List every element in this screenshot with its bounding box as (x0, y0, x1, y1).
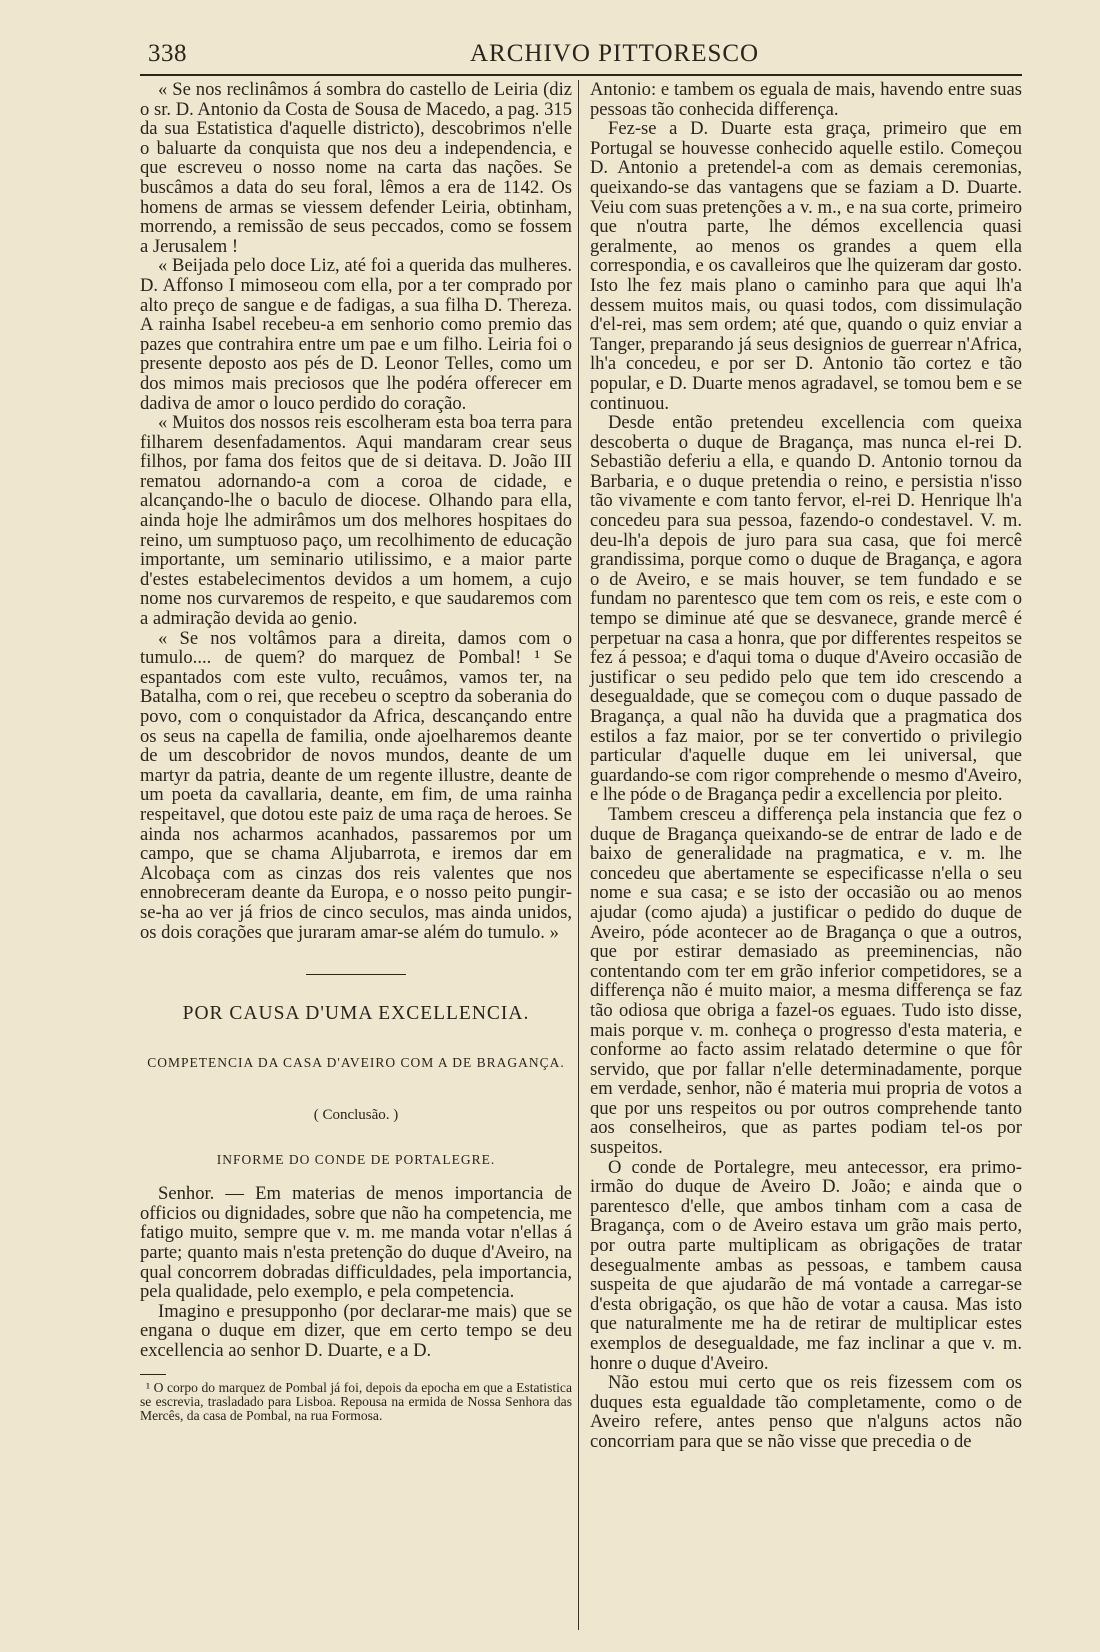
footnote: ¹ O corpo do marquez de Pombal já foi, depois da epocha em que a Estatistica se escrevia, trasladado para Lisboa. Repousa na ermida de Nossa Senhora das Mercês, da casa de Pombal, na rua Formosa. (140, 1380, 572, 1424)
body-paragraph: Senhor. — Em materias de menos importancia de officios ou dignidades, sobre que não ha competencia, me fatigo muito, sempre que v. m. me manda votar n'ellas á parte; quanto mais n'esta pretenção do duque d'Aveiro, na qual concorrem dobradas difficuldades, pela importancia, pela qualidade, pelo exemplo, e pela competencia. (140, 1183, 572, 1303)
body-paragraph: « Beijada pelo doce Liz, até foi a querida das mulheres. D. Affonso I mimoseou com ella, por a ter comprado por alto preço de sangue e de fadigas, a sua filha D. Thereza. A rainha Isabel recebeu-a em senhorio como premio das pazes que contrahira entre um pae e um filho. Leiria foi o presente deposto aos pés de D. Leonor Telles, como um dos mimos mais preciosos que lhe podéra offerecer em dadiva de amor o louco perdido do coração. (140, 255, 572, 414)
section-heading: INFORME DO CONDE DE PORTALEGRE. (216, 1152, 496, 1168)
page-number: 338 (148, 40, 187, 67)
article-subtitle: COMPETENCIA DA CASA D'AVEIRO COM A DE BRAGANÇA. (147, 1055, 565, 1071)
right-column (590, 80, 1022, 1452)
body-paragraph: « Se nos reclinâmos á sombra do castello de Leiria (diz o sr. D. Antonio da Costa de Sousa de Macedo, a pag. 315 da sua Estatistica d'aquelle districto), descobrimos n'elle o baluarte da conquista que nos deu a independencia, e que escreveu o nosso nome na carta das nações. Se buscâmos a data do seu foral, lêmos a era de 1142. Os homens de armas se viessem defender Leiria, obtinham, morrendo, a remissão de seus peccados, como se fossem a Jerusalem ! (140, 79, 572, 257)
running-head: ARCHIVO PITTORESCO (470, 40, 760, 67)
header-rule (140, 74, 1022, 76)
body-paragraph: « Muitos dos nossos reis escolheram esta boa terra para filharem desenfadamentos. Aqui mandaram crear seus filhos, por fama dos feitos que de si deitava. D. João III rematou adornando-a com a coroa de cidade, e alcançando-lhe o baculo de diocese. Olhando para ella, ainda hoje lhe admirâmos um dos melhores hospitaes do reino, um sumptuoso paço, um recolhimento de educação importante, um seminario utilissimo, e a maior parte d'estes estabelecimentos devidos a um homem, a cujo nome nos curvaremos de respeito, e que saudaremos com a admiração devida ao genio. (140, 412, 572, 630)
body-paragraph: Imagino e presupponho (por declarar-me mais) que se engana o duque em dizer, que em certo tempo se deu excellencia ao senhor D. Duarte, e a D. (140, 1300, 572, 1361)
article-title: POR CAUSA D'UMA EXCELLENCIA. (182, 1003, 530, 1025)
article-note: ( Conclusão. ) (313, 1107, 399, 1124)
body-paragraph: Não estou mui certo que os reis fizessem com os duques esta egualdade tão completamente, como o de Aveiro refere, antes penso que n'alguns actos não concorriam para que se não visse que precedia o de (590, 1372, 1022, 1452)
body-paragraph: Antonio: e tambem os eguala de mais, havendo entre suas pessoas tão conhecida differença. (590, 79, 1022, 120)
section-divider (306, 974, 406, 975)
body-paragraph: Fez-se a D. Duarte esta graça, primeiro que em Portugal se houvesse conhecido aquelle estilo. Começou D. Antonio a pretendel-a com as demais ceremonias, queixando-se das vantagens que se faziam a D. Duarte. Veiu com suas pretenções a v. m., e na sua corte, primeiro que n'outra parte, lhe démos excellencia quasi geralmente, ao menos os grandes a quem ella correspondia, e os cavalleiros que lhe quizeram dar gosto. Isto lhe fez mais plano o caminho para que aqui lh'a dessem muitos mais, ou quasi todos, com dissimulação d'el-rei, mas sem ordem; até que, quando o quiz enviar a Tanger, preparando já seus designios de guerrear n'Africa, lh'a concedeu, e por ser D. Antonio tão cortez e tão popular, e D. Duarte menos agradavel, se tomou bem e se continuou. (590, 118, 1022, 414)
footnote-rule (140, 1374, 166, 1375)
left-column (140, 80, 572, 1423)
body-paragraph: Desde então pretendeu excellencia com queixa descoberta o duque de Bragança, mas nunca el-rei D. Sebastião deferiu a ella, e quando D. Antonio tornou da Barbaria, e o duque pretendia o reino, e persistia n'isso tão vivamente e com tanto fervor, el-rei D. Henrique lh'a concedeu para sua pessoa, fazendo-o condestavel. V. m. deu-lh'a depois de juro para sua casa, que foi mercê grandissima, porque como o duque de Bragança, e agora o de Aveiro, e se mais houver, se tem fundado e se fundam no parentesco que tem com os reis, e este com o tempo se diminue até que se desvanece, grande mercê é perpetuar na casa a honra, que por differentes respeitos se fez á pessoa; e d'aqui toma o duque d'Aveiro occasião de justificar o seu pedido pelo que tem ido crescendo a desegualdade, que se começou com o duque passado de Bragança, a qual não ha duvida que a pragmatica dos estilos a faz maior, por se ter convertido o privilegio particular d'aquelle duque em lei universal, que guardando-se com rigor comprehende o mesmo d'Aveiro, e lhe póde o de Bragança pedir a excellencia por pleito. (590, 412, 1022, 806)
column-divider (578, 80, 579, 1630)
body-paragraph: « Se nos voltâmos para a direita, damos com o tumulo.... de quem? do marquez de Pombal! ¹ Se espantados com este vulto, recuâmos, vamos ter, na Batalha, com o rei, que recebeu o sceptro da soberania do povo, com o conquistador da Africa, descançando entre os seus na capella de familia, onde ajoelharemos deante de um descobridor de novos mundos, deante de um martyr da patria, deante de um regente illustre, deante de um poeta da cavallaria, deante, em fim, de uma rainha respeitavel, que dotou este paiz de uma raça de heroes. Se ainda nos acharmos acanhados, passaremos por um campo, que se chama Aljubarrota, e iremos dar em Alcobaça com as cinzas dos reis valentes que nos ennobreceram deante da Europa, e o nosso peito pungir-se-ha ao ver já frios de cinco seculos, mas ainda unidos, os dois corações que juraram amar-se além do tumulo. » (140, 627, 572, 943)
body-paragraph: O conde de Portalegre, meu antecessor, era primo-irmão do duque de Aveiro D. João; e ainda que o parentesco d'elle, que ambos tinham com a casa de Bragança, com o de Aveiro estava um grão mais perto, por outra parte multiplicam as obrigações de tratar desegualmente ambas as pessoas, e tambem causa suspeita de que ajudarão de má vontade a carregar-se d'esta obrigação, os que hão de votar a causa. Mas isto que naturalmente me ha de retirar de multiplicar estes exemplos de desegualdade, me faz inclinar a que v. m. honre o duque d'Aveiro. (590, 1156, 1022, 1374)
body-paragraph: Tambem cresceu a differença pela instancia que fez o duque de Bragança queixando-se de entrar de lado e de baixo de generalidade na pragmatica, e v. m. lhe concedeu que abertamente se especificasse n'ella o seu nome e sua casa; e se isto der occasião ou ao menos ajudar (como ajuda) a justificar o pedido do duque de Aveiro, póde acontecer ao de Bragança o que a outros, que por estirar demasiado as preeminencias, não contentando com ter em grão inferior competidores, se a differença não é muito maior, a mesma differença se faz tão odiosa que obriga a fazel-os eguaes. Tudo isto disse, mais porque v. m. conheça o progresso d'esta materia, e conforme ao facto assim relatado determine o que fôr servido, que por fallar n'elle determinadamente, porque em verdade, senhor, não é materia mui propria de votos a que por uns respeitos ou por outros comprehende tanto aos conselheiros, que as partes podiam tel-os por suspeitos. (590, 803, 1022, 1159)
